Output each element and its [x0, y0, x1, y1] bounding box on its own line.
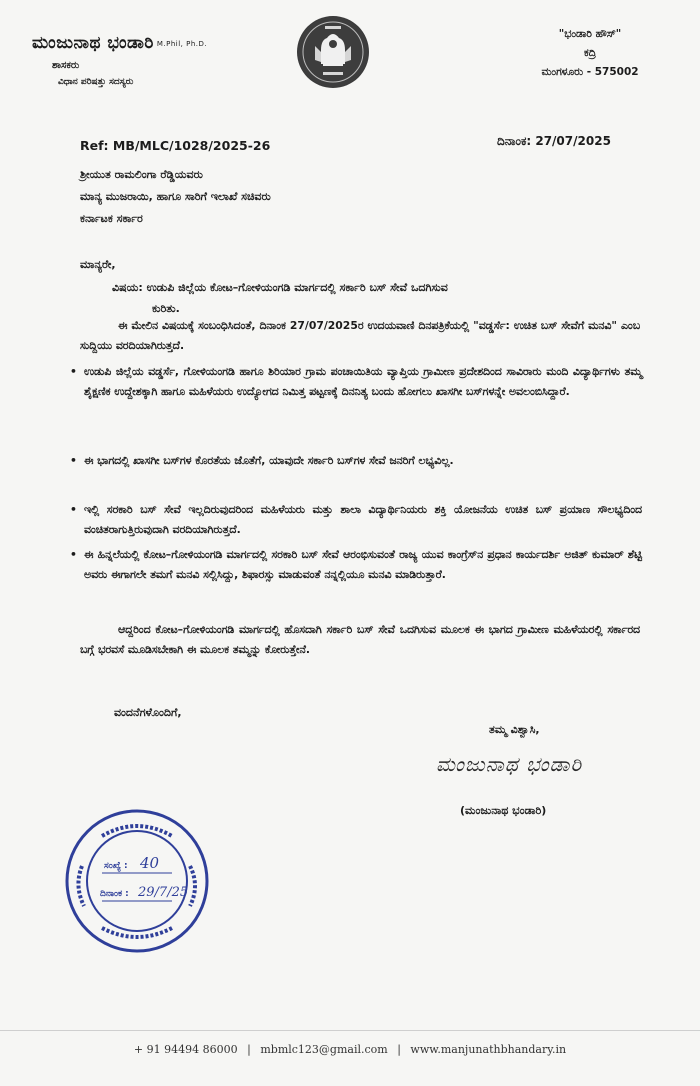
bullet-dot-icon: •	[70, 365, 77, 378]
reference-number: Ref: MB/MLC/1028/2025-26	[80, 138, 271, 153]
bullet-text: ಈ ಭಾಗದಲ್ಲಿ ಖಾಸಗೀ ಬಸ್‌ಗಳ ಕೊರತೆಯ ಜೊತೆಗೆ, ಯಾವುದೇ ಸರ್ಕಾರಿ ಬಸ್‌ಗಳ ಸೇವೆ ಜನರಿಗೆ ಲಭ್ಯವಿಲ್ಲ.	[84, 454, 454, 467]
state-emblem-icon	[297, 16, 369, 88]
bullet-item-2	[70, 451, 642, 471]
letter-date: ದಿನಾಂಕ: 27/07/2025	[497, 134, 611, 148]
bullet-item-1	[70, 362, 642, 402]
house-name: "ಭಂಡಾರಿ ಹೌಸ್"	[558, 28, 622, 40]
footer-email[interactable]: mbmlc123@gmail.com	[260, 1043, 388, 1056]
signature: ಮಂಜುನಾಥ ಭಂಡಾರಿ	[436, 752, 583, 776]
footer-website[interactable]: www.manjunathbhandary.in	[410, 1043, 567, 1056]
sender-designation: ಶಾಸಕರು	[52, 60, 80, 71]
bullet-dot-icon: •	[70, 548, 77, 561]
bullet-text: ಉಡುಪಿ ಜಿಲ್ಲೆಯ ವಡ್ಡರ್ಸೆ, ಗೋಳಿಯಂಗಡಿ ಹಾಗೂ ಶಿರಿಯಾರ ಗ್ರಾಮ ಪಂಚಾಯಿತಿಯ ವ್ಯಾಪ್ತಿಯ ಗ್ರಾಮೀಣ ಪ್ರದೇಶದಿಂದ ಸಾವಿರಾರು ಮಂದಿ ವಿದ್ಯಾರ್ಥಿಗಳು ತಮ್ಮ ಶೈಕ್ಷಣಿಕ ಉದ್ದೇಶಕ್ಕಾಗಿ ಹಾಗೂ ಮಹಿಳೆಯರು ಉದ್ಯೋಗದ ನಿಮಿತ್ತ ಪಟ್ಟಣಕ್ಕೆ ದಿನನಿತ್ಯ ಬಂದು ಹೋಗಲು ಖಾಸಗೀ ಬಸ್‌ಗಳನ್ನೇ ಅವಲಂಬಿಸಿದ್ದಾರೆ.	[84, 365, 642, 398]
signer-name: (ಮಂಜುನಾಥ ಭಂಡಾರಿ)	[460, 804, 547, 817]
city-pincode: ಮಂಗಳೂರು - 575002	[541, 66, 639, 78]
inward-stamp	[62, 806, 212, 956]
footer-separator: |	[247, 1043, 251, 1056]
sender-council: ವಿಧಾನ ಪರಿಷತ್ತು ಸದಸ್ಯರು	[58, 77, 134, 87]
stamp-date-value: 29/7/25	[138, 885, 189, 900]
sender-name	[32, 33, 207, 53]
area-name: ಕದ್ರಿ	[584, 47, 596, 59]
subject	[112, 277, 632, 319]
footer-contacts	[0, 1043, 700, 1056]
yours-faithfully: ತಮ್ಮ ವಿಶ್ವಾಸಿ,	[489, 723, 540, 736]
stamp-number-value: 40	[140, 854, 160, 872]
stamp-date-label: ದಿನಾಂಕ :	[100, 889, 129, 899]
footer-separator: |	[397, 1043, 401, 1056]
bullet-item-3	[70, 500, 642, 540]
bullet-text: ಈ ಹಿನ್ನಲೆಯಲ್ಲಿ ಕೋಟ–ಗೋಳಿಯಂಗಡಿ ಮಾರ್ಗದಲ್ಲಿ ಸರಕಾರಿ ಬಸ್ ಸೇವೆ ಆರಂಭಿಸುವಂತೆ ರಾಜ್ಯ ಯುವ ಕಾಂಗ್ರೆಸ್‌ನ ಪ್ರಧಾನ ಕಾರ್ಯದರ್ಶಿ ಅಜಿತ್ ಕುಮಾರ್ ಶೆಟ್ಟಿ ಅವರು ಈಗಾಗಲೇ ತಮಗೆ ಮನವಿ ಸಲ್ಲಿಸಿದ್ದು, ಶಿಫಾರಸ್ಸು ಮಾಡುವಂತೆ ನನ್ನಲ್ಲಿಯೂ ಮನವಿ ಮಾಡಿರುತ್ತಾರೆ.	[84, 548, 642, 581]
bullet-item-4	[70, 545, 642, 585]
bullet-dot-icon: •	[70, 503, 77, 516]
closing-paragraph: ಆದ್ದರಿಂದ ಕೋಟ–ಗೋಳಿಯಂಗಡಿ ಮಾರ್ಗದಲ್ಲಿ ಹೊಸದಾಗಿ ಸರ್ಕಾರಿ ಬಸ್ ಸೇವೆ ಒದಗಿಸುವ ಮೂಲಕ ಈ ಭಾಗದ ಗ್ರಾಮೀಣ ಮಹಿಳೆಯರಲ್ಲಿ ಸರ್ಕಾರದ ಬಗ್ಗೆ ಭರವಸೆ ಮೂಡಿಸಬೇಕಾಗಿ ಈ ಮೂಲಕ ತಮ್ಮನ್ನು ಕೋರುತ್ತೇನೆ.	[80, 623, 640, 656]
footer-divider	[0, 1030, 700, 1031]
bullet-dot-icon: •	[70, 454, 77, 467]
intro-paragraph: ಈ ಮೇಲಿನ ವಿಷಯಕ್ಕೆ ಸಂಬಂಧಿಸಿದಂತೆ, ದಿನಾಂಕ 27/07/2025ರ ಉದಯವಾಣಿ ದಿನಪತ್ರಿಕೆಯಲ್ಲಿ "ವಡ್ಡರ್ಸೆ: ಉಚಿತ ಬಸ್ ಸೇವೆಗೆ ಮನವಿ" ಎಂಬ ಸುದ್ದಿಯು ವರದಿಯಾಗಿರುತ್ತದೆ.	[80, 319, 640, 352]
recipient-government: ಕರ್ನಾಟಕ ಸರ್ಕಾರ	[80, 212, 143, 225]
letterhead-right	[520, 28, 660, 85]
stamp-number-label: ಸಂಖ್ಯೆ :	[104, 861, 128, 871]
salutation: ಮಾನ್ಯರೇ,	[80, 258, 116, 271]
recipient-name: ಶ್ರೀಯುತ ರಾಮಲಿಂಗಾ ರೆಡ್ಡಿಯವರು	[80, 168, 203, 181]
sender-degrees: M.Phil, Ph.D.	[156, 40, 208, 48]
bullet-text: ಇಲ್ಲಿ ಸರಕಾರಿ ಬಸ್ ಸೇವೆ ಇಲ್ಲದಿರುವುದರಿಂದ ಮಹಿಳೆಯರು ಮತ್ತು ಶಾಲಾ ವಿದ್ಯಾರ್ಥಿನಿಯರು ಶಕ್ತಿ ಯೋಜನೆಯ ಉಚಿತ ಬಸ್ ಪ್ರಯಾಣ ಸೌಲಭ್ಯದಿಂದ ವಂಚಿತರಾಗುತ್ತಿರುವುದಾಗಿ ವರದಿಯಾಗಿರುತ್ತದೆ.	[84, 503, 642, 536]
footer-phone[interactable]: + 91 94494 86000	[133, 1043, 238, 1056]
sender-name-text: ಮಂಜುನಾಥ ಭಂಡಾರಿ	[32, 33, 154, 53]
subject-line-2: ಕುರಿತು.	[152, 302, 180, 315]
subject-line-1: ವಿಷಯ: ಉಡುಪಿ ಜಿಲ್ಲೆಯ ಕೋಟ–ಗೋಳಿಯಂಗಡಿ ಮಾರ್ಗದಲ್ಲಿ ಸರ್ಕಾರಿ ಬಸ್ ಸೇವೆ ಒದಗಿಸುವ	[112, 281, 448, 294]
regards: ವಂದನೆಗಳೊಂದಿಗೆ,	[114, 706, 182, 719]
letterhead-left	[32, 33, 207, 87]
recipient-designation: ಮಾನ್ಯ ಮುಜರಾಯಿ, ಹಾಗೂ ಸಾರಿಗೆ ಇಲಾಖೆ ಸಚಿವರು	[80, 190, 271, 203]
